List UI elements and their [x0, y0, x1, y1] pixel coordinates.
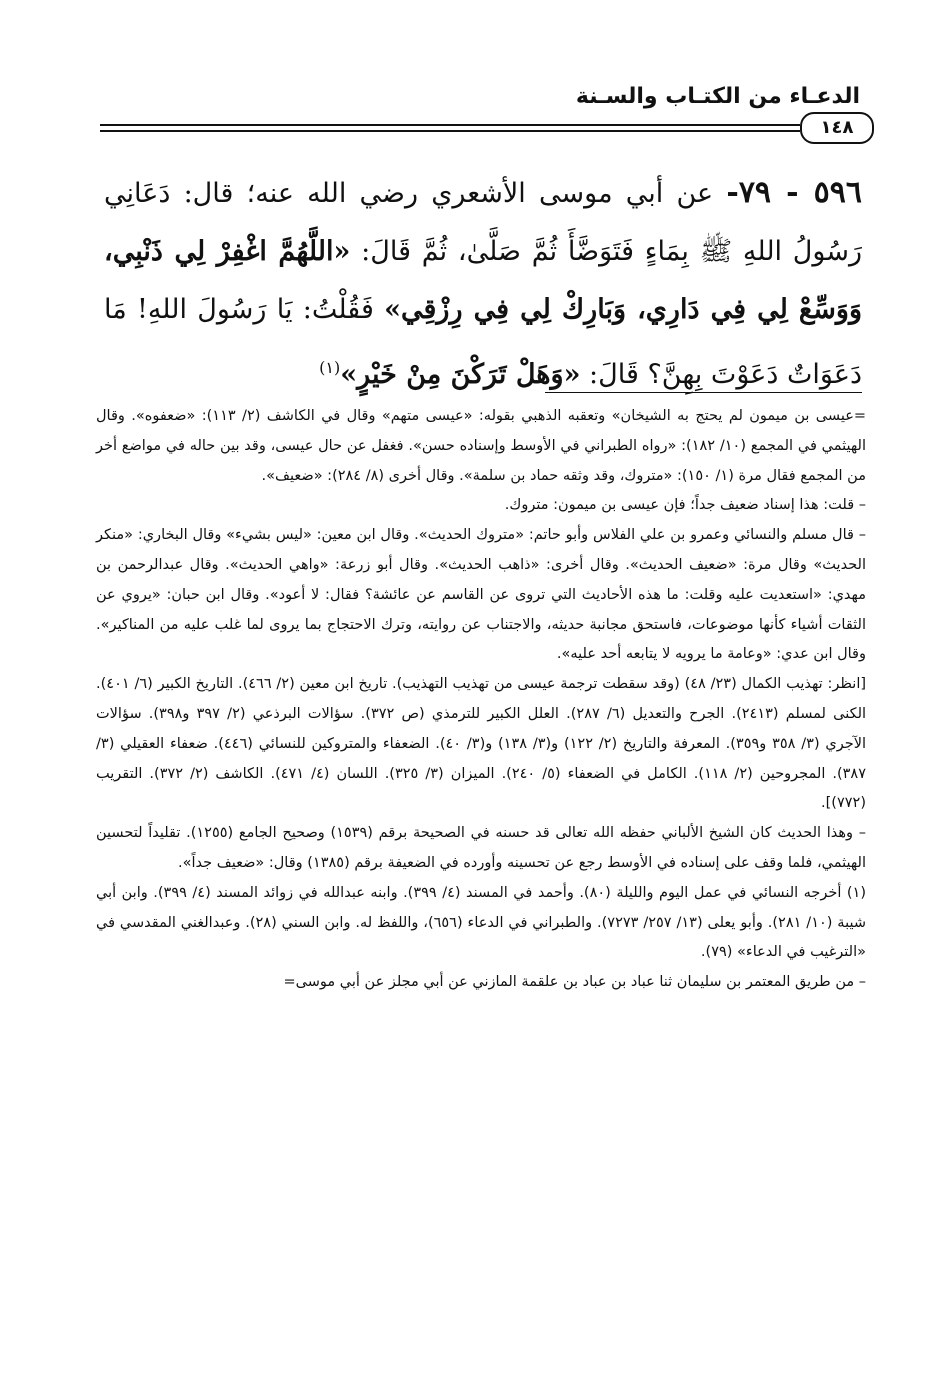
hadith-middle: فَقُلْتُ: يَا رَسُولَ اللهِ! مَا دَعَوَاتٌ دَعَوْتَ بِهِنَّ؟ قَالَ:: [104, 294, 862, 390]
running-header: [100, 84, 860, 110]
note-paragraph: – قال مسلم والنسائي وعمرو بن علي الفلاس وأبو حاتم: «متروك الحديث». وقال ابن معين: «ليس بشيء» وقال البخاري: «منكر الحديث» وقال مرة: «ضعيف الحديث». وقال أخرى: «ذاهب الحديث». وقال أبو زرعة: «واهي الحديث». وقال عبدالرحمن بن مهدي: «استعديت عليه وقلت: ما هذه الأحاديث التي تروى عن القاسم عن عائشة؟ فقال: لا أعود». وقال ابن حبان: «يروي عن الثقات أشياء كأنها موضوعات، فاستحق مجانبة حديثه، والاجتناب عن روايته، وترك الاحتجاج بما يروى لما غلب عليه من المناكير». وقال ابن عدي: «وعامة ما يرويه لا يتابعه أحد عليه».: [96, 527, 866, 663]
footnotes: [96, 402, 866, 998]
hadith-text: [104, 164, 862, 404]
hadith-number: ٥٩٦ - ٧٩-: [726, 175, 862, 210]
note-paragraph: – قلت: هذا إسناد ضعيف جداً؛ فإن عيسى بن ميمون: متروك.: [504, 497, 866, 514]
note-paragraph: – من طريق المعتمر بن سليمان ثنا عباد بن عباد بن علقمة المازني عن أبي مجلز عن أبي موسى=: [283, 974, 866, 991]
note-paragraph: =عيسى بن ميمون لم يحتج به الشيخان» وتعقبه الذهبي بقوله: «عيسى متهم» وقال في الكاشف (٢/ ١١٣): «ضعفوه». وقال الهيثمي في المجمع (١٠/ ١٨٢): «رواه الطبراني في الأوسط وإسناده حسن». فغفل عن حال عيسى، وقد بين حاله في مواضع أخر من المجمع فقال مرة (١/ ١٥٠): «متروك، وقد وثقه حماد بن سلمة». وقال أخرى (٨/ ٢٨٤): «ضعيف».: [96, 408, 867, 484]
header-rule-bottom: [100, 130, 800, 132]
hadith-intro: عن أبي موسى الأشعري رضي الله عنه؛ قال: دَعَانِي رَسُولُ اللهِ ﷺ بِمَاءٍ فَتَوَضَّأَ ثُمَّ صَلَّىٰ، ثُمَّ قَالَ:: [104, 178, 862, 267]
book-title: الدعـاء من الكتـاب والسـنة: [575, 84, 860, 109]
footnote-marker: (١): [319, 358, 341, 377]
header-rule-top: [100, 124, 800, 126]
footnote-separator: [545, 392, 862, 393]
hadith-dua: «اللَّهُمَّ اغْفِرْ لِي ذَنْبِي، وَوَسِّعْ لِي فِي دَارِي، وَبَارِكْ لِي فِي رِزْقِي»: [104, 236, 862, 325]
note-paragraph: (١) أخرجه النسائي في عمل اليوم والليلة (٨٠). وأحمد في المسند (٤/ ٣٩٩). وابنه عبدالله في زوائد المسند (٤/ ٣٩٩). وابن أبي شيبة (١٠/ ٢٨١). وأبو يعلى (١٣/ ٢٥٧/ ٧٢٧٣). والطبراني في الدعاء (٦٥٦)، واللفظ له. وابن السني (٢٨). وعبدالغني المقدسي في «الترغيب في الدعاء» (٧٩).: [96, 884, 866, 961]
page-number: ١٤٨: [800, 112, 874, 144]
hadith-reply: «وَهَلْ تَرَكْنَ مِنْ خَيْرٍ»: [340, 359, 581, 390]
note-paragraph: – وهذا الحديث كان الشيخ الألباني حفظه الله تعالى قد حسنه في الصحيحة برقم (١٥٣٩) وصحيح الجامع (١٢٥٥). تقليداً لتحسين الهيثمي، فلما وقف على إسناده في الأوسط رجع عن تحسينه وأورده في الضعيفة برقم (١٣٨٥) وقال: «ضعيف جداً».: [96, 825, 866, 871]
note-paragraph: [انظر: تهذيب الكمال (٢٣/ ٤٨) (وقد سقطت ترجمة عيسى من تهذيب التهذيب). تاريخ ابن معين (٢/ ٤٦٦). التاريخ الكبير (٦/ ٤٠١). الكنى لمسلم (٢٤١٣). الجرح والتعديل (٦/ ٢٨٧). العلل الكبير للترمذي (ص ٣٧٢). سؤالات البرذعي (٢/ ٣٩٧ و٣٩٨). سؤالات الآجري (٣/ ٣٥٨ و٣٥٩). المعرفة والتاريخ (٢/ ١٢٢) و(٣/ ١٣٨) و(٣/ ٤٠). الضعفاء والمتروكين للنسائي (٤٤٦). ضعفاء العقيلي (٣/ ٣٨٧). المجروحين (٢/ ١١٨). الكامل في الضعفاء (٥/ ٢٤٠). الميزان (٣/ ٣٢٥). اللسان (٤/ ٤٧١). الكاشف (٢/ ٣٧٢). التقريب (٧٧٢)].: [96, 676, 867, 812]
